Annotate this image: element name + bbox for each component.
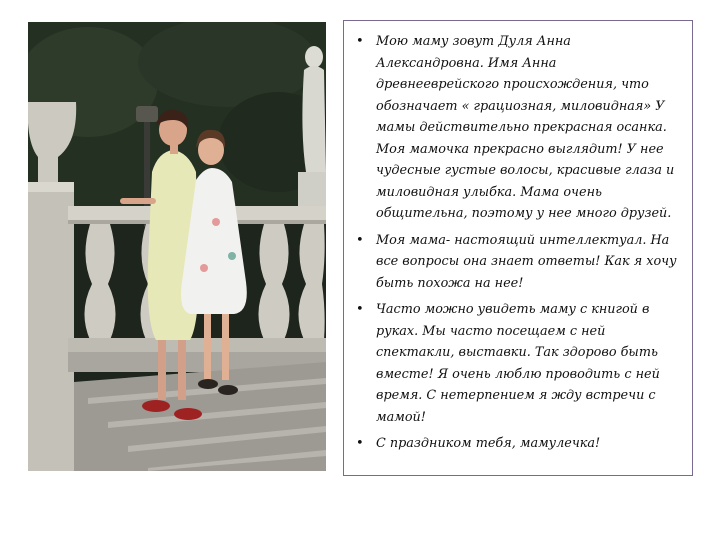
bullet-text: Моя мама- настоящий интеллектуал. На все вопросы она знает ответы! Как я хочу быть похожа на нее!	[376, 232, 677, 291]
bullet-item-intellect	[356, 230, 682, 295]
family-photo	[28, 22, 326, 471]
bullet-item-greeting	[356, 433, 682, 455]
bullet-icon: •	[356, 302, 364, 317]
bullet-text: С праздником тебя, мамулечка!	[376, 436, 601, 451]
text-frame	[343, 20, 693, 476]
bullet-icon: •	[356, 34, 364, 49]
bullet-text: Мою маму зовут Дуля Анна Александровна. Имя Анна древнееврейского происхождения, что обозначает « грациозная, миловидная» У мамы действительно прекрасная осанка. Моя мамочка прекрасно выглядит! У нее чудесные густые волосы, красивые глаза и миловидная улыбка. Мама очень общительна, поэтому у нее много друзей.	[376, 34, 675, 221]
bullet-icon: •	[356, 232, 364, 248]
bullet-item-hobbies	[356, 299, 682, 428]
bullet-icon: •	[356, 436, 364, 451]
bullet-item-name	[356, 31, 682, 225]
bullet-text: Часто можно увидеть маму с книгой в руках. Мы часто посещаем с ней спектакли, выставки. Так здорово быть вместе! Я очень люблю проводить с ней время. С нетерпением я жду встречи с мамой!	[376, 302, 660, 425]
bullet-list	[356, 31, 682, 455]
photo-illustration	[28, 22, 326, 471]
